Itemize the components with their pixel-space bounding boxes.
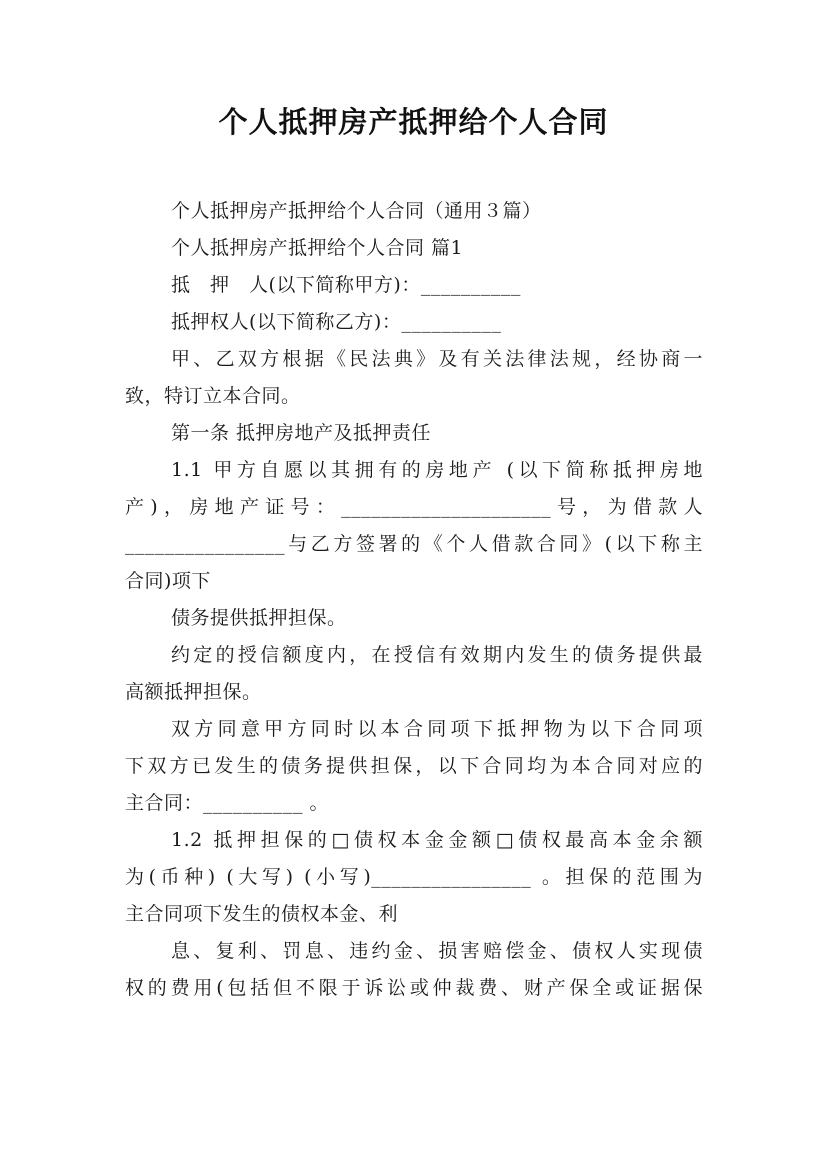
paragraph-line: 致，特订立本合同。 bbox=[125, 385, 301, 407]
paragraph-line: 下双方已发生的债务提供担保，以下合同均为本合同对应的 bbox=[125, 755, 703, 777]
paragraph-line: 主合同：__________ 。 bbox=[125, 792, 330, 814]
paragraph-line: 个人抵押房产抵押给个人合同（通用３篇） bbox=[171, 200, 542, 222]
document-body bbox=[125, 193, 703, 1007]
paragraph-line: 息、复利、罚息、违约金、损害赔偿金、债权人实现债 bbox=[171, 940, 703, 962]
paragraph-line: 产)，房地产证号：_____________________号，为借款人 bbox=[125, 496, 703, 518]
paragraph-line: 主合同项下发生的债权本金、利 bbox=[125, 903, 399, 925]
paragraph-line: 约定的授信额度内，在授信有效期内发生的债务提供最 bbox=[171, 644, 703, 666]
paragraph-line: 高额抵押担保。 bbox=[125, 681, 262, 703]
paragraph-line: 个人抵押房产抵押给个人合同 篇1 bbox=[171, 237, 464, 259]
paragraph-line: 债务提供抵押担保。 bbox=[171, 607, 347, 629]
paragraph-line: 1.2 抵押担保的□债权本金金额□债权最高本金余额 bbox=[171, 829, 703, 851]
paragraph-line: 甲、乙双方根据《民法典》及有关法律法规，经协商一 bbox=[171, 348, 703, 370]
paragraph-line: 双方同意甲方同时以本合同项下抵押物为以下合同项 bbox=[171, 718, 703, 740]
paragraph-line: 1.1 甲方自愿以其拥有的房地产 (以下简称抵押房地 bbox=[171, 459, 703, 481]
paragraph-line: ________________与乙方签署的《个人借款合同》(以下称主 bbox=[125, 533, 703, 555]
paragraph-line: 抵 押 人(以下简称甲方)：__________ bbox=[171, 274, 521, 296]
section-heading: 第一条 抵押房地产及抵押责任 bbox=[171, 422, 432, 444]
paragraph-line: 为(币种) (大写) (小写)________________ 。担保的范围为 bbox=[125, 866, 703, 888]
paragraph-line: 合同)项下 bbox=[125, 570, 211, 592]
document-title: 个人抵押房产抵押给个人合同 bbox=[218, 105, 609, 139]
paragraph-line: 权的费用(包括但不限于诉讼或仲裁费、财产保全或证据保 bbox=[125, 977, 703, 999]
paragraph-line: 抵押权人(以下简称乙方)：__________ bbox=[171, 311, 502, 333]
